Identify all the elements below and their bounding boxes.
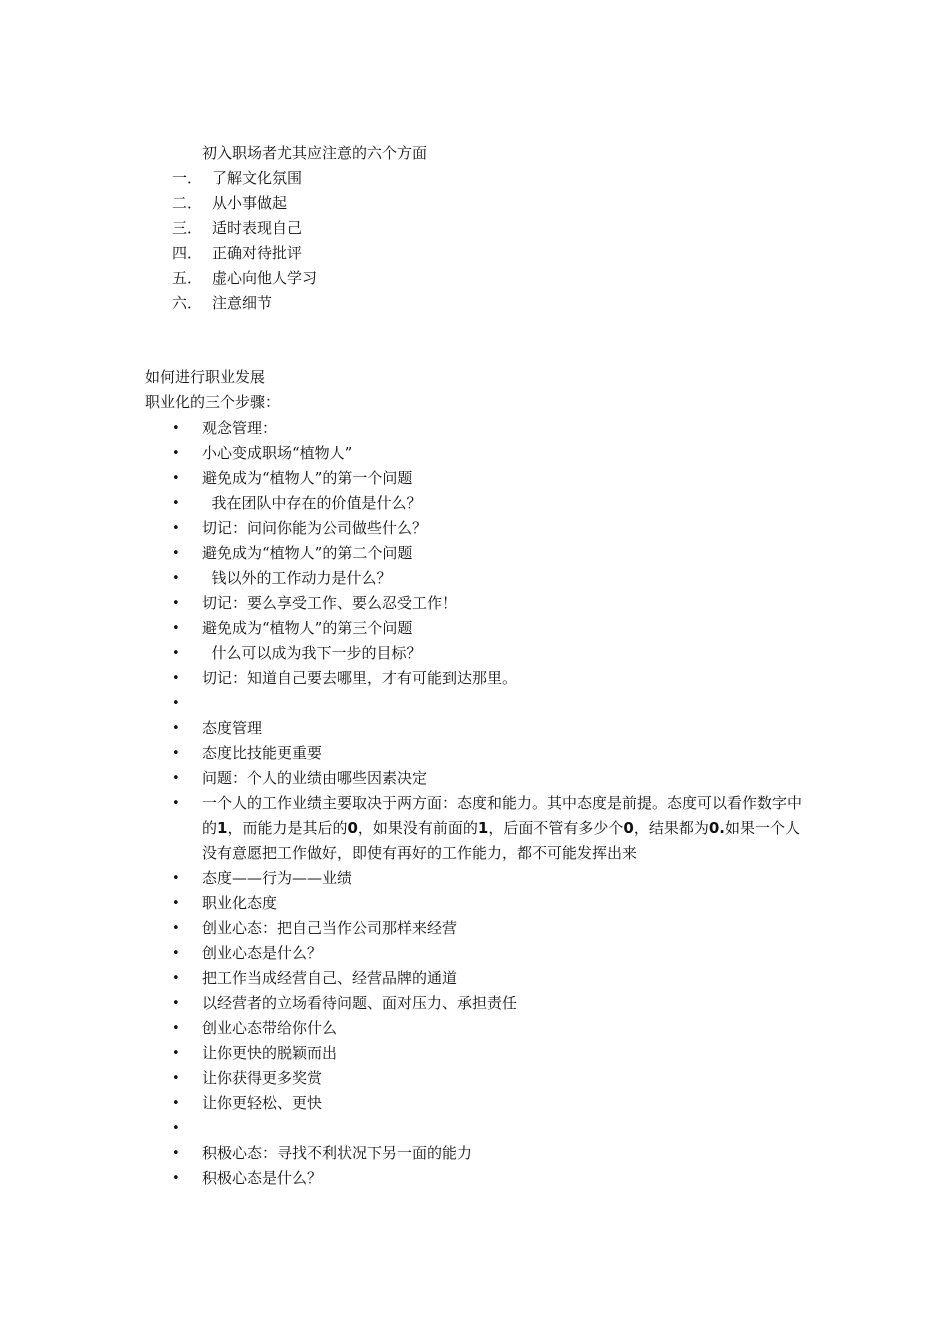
bullet-text: 切记：问问你能为公司做些什么？ xyxy=(202,519,428,537)
bullet-dot: • xyxy=(172,1121,180,1136)
bullet-item xyxy=(172,966,812,991)
bullet-dot: • xyxy=(172,796,180,811)
bullet-text xyxy=(202,691,812,716)
item-text: 正确对待批评 xyxy=(212,244,303,262)
item-number: 五． xyxy=(172,269,203,287)
bullet-text: 我在团队中存在的价值是什么？ xyxy=(202,494,422,512)
item-number: 六． xyxy=(172,294,203,312)
bullet-item xyxy=(172,916,812,941)
section-heading: 如何进行职业发展 xyxy=(145,368,266,386)
bullet-text: 态度——行为——业绩 xyxy=(202,869,353,887)
bullet-text: 避免成为“植物人”的第三个问题 xyxy=(202,619,413,637)
item-number: 三． xyxy=(172,219,203,237)
bullet-item xyxy=(172,566,812,591)
bullet-item xyxy=(172,691,812,716)
document-title: 初入职场者尤其应注意的六个方面 xyxy=(202,144,428,162)
bullet-text: 积极心态是什么？ xyxy=(202,1169,323,1187)
numbered-item xyxy=(172,167,317,192)
bullet-dot: • xyxy=(172,1146,180,1161)
bullet-text: 创业心态是什么？ xyxy=(202,944,323,962)
bullet-item xyxy=(172,891,812,916)
item-number: 一． xyxy=(172,169,203,187)
bullet-text: 让你更快的脱颖而出 xyxy=(202,1044,338,1062)
bullet-item xyxy=(172,791,812,866)
bullet-item xyxy=(172,516,812,541)
item-text: 注意细节 xyxy=(212,294,273,312)
section-subheading: 职业化的三个步骤： xyxy=(145,393,281,411)
bullet-dot: • xyxy=(172,946,180,961)
bullet-dot: • xyxy=(172,421,180,436)
bullet-text: 职业化态度 xyxy=(202,894,278,912)
numbered-item xyxy=(172,192,317,217)
bullet-dot: • xyxy=(172,471,180,486)
bullet-dot: • xyxy=(172,971,180,986)
bullet-dot: • xyxy=(172,646,180,661)
bullet-dot: • xyxy=(172,1071,180,1086)
bullet-item xyxy=(172,616,812,641)
item-text: 适时表现自己 xyxy=(212,219,303,237)
bullet-item xyxy=(172,941,812,966)
bullet-text: 问题：个人的业绩由哪些因素决定 xyxy=(202,769,428,787)
bullet-item xyxy=(172,741,812,766)
bullet-item xyxy=(172,1091,812,1116)
bullet-dot: • xyxy=(172,871,180,886)
bullet-item xyxy=(172,1041,812,1066)
bullet-item xyxy=(172,591,812,616)
bullet-text xyxy=(202,1116,812,1141)
bullet-text: 小心变成职场“植物人” xyxy=(202,444,353,462)
bullet-item xyxy=(172,1066,812,1091)
bullet-dot: • xyxy=(172,1046,180,1061)
numbered-item xyxy=(172,292,317,317)
bullet-dot: • xyxy=(172,446,180,461)
bullet-text: 创业心态带给你什么 xyxy=(202,1019,338,1037)
bullet-text: 以经营者的立场看待问题、面对压力、承担责任 xyxy=(202,994,518,1012)
bullet-dot: • xyxy=(172,671,180,686)
bullet-text: 避免成为“植物人”的第二个问题 xyxy=(202,544,413,562)
item-text: 虚心向他人学习 xyxy=(212,269,318,287)
bullet-item xyxy=(172,1116,812,1141)
item-text: 从小事做起 xyxy=(212,194,288,212)
item-number: 四． xyxy=(172,244,203,262)
numbered-item xyxy=(172,242,317,267)
bullet-text: 切记：要么享受工作、要么忍受工作！ xyxy=(202,594,458,612)
bullet-item xyxy=(172,541,812,566)
numbered-list xyxy=(172,167,317,317)
bullet-item xyxy=(172,1141,812,1166)
bullet-text: 让你获得更多奖赏 xyxy=(202,1069,323,1087)
bullet-dot: • xyxy=(172,546,180,561)
bullet-item xyxy=(172,416,812,441)
bullet-item xyxy=(172,716,812,741)
numbered-item xyxy=(172,267,317,292)
bullet-item xyxy=(172,1166,812,1191)
bullet-text: 让你更轻松、更快 xyxy=(202,1094,323,1112)
bullet-item xyxy=(172,491,812,516)
bullet-dot: • xyxy=(172,746,180,761)
bullet-text: 态度管理 xyxy=(202,719,263,737)
bullet-text: 钱以外的工作动力是什么？ xyxy=(202,569,392,587)
bullet-text: 观念管理： xyxy=(202,419,278,437)
bullet-dot: • xyxy=(172,721,180,736)
bullet-text: 一个人的工作业绩主要取决于两方面：态度和能力。其中态度是前提。态度可以看作数字中的1，而能力是其后的0，如果没有前面的1，后面不管有多少个0，结果都为0.如果一个人没有意愿把工作做好，即使有再好的工作能力，都不可能发挥出来 xyxy=(202,794,803,862)
bullet-item xyxy=(172,1016,812,1041)
bullet-dot: • xyxy=(172,621,180,636)
bullet-dot: • xyxy=(172,1171,180,1186)
bullet-dot: • xyxy=(172,771,180,786)
bullet-dot: • xyxy=(172,1021,180,1036)
bullet-dot: • xyxy=(172,696,180,711)
bullet-text: 避免成为“植物人”的第一个问题 xyxy=(202,469,413,487)
bullet-item xyxy=(172,666,812,691)
bullet-item xyxy=(172,866,812,891)
bullet-item xyxy=(172,991,812,1016)
bullet-text: 什么可以成为我下一步的目标？ xyxy=(202,644,422,662)
bullet-text: 积极心态：寻找不利状况下另一面的能力 xyxy=(202,1144,473,1162)
bullet-item xyxy=(172,441,812,466)
bullet-dot: • xyxy=(172,596,180,611)
bullet-text: 态度比技能更重要 xyxy=(202,744,323,762)
bullet-list xyxy=(172,416,812,1191)
bullet-dot: • xyxy=(172,896,180,911)
bullet-item xyxy=(172,766,812,791)
bullet-item xyxy=(172,641,812,666)
bullet-dot: • xyxy=(172,921,180,936)
numbered-item xyxy=(172,217,317,242)
item-text: 了解文化氛围 xyxy=(212,169,303,187)
bullet-dot: • xyxy=(172,1096,180,1111)
bullet-dot: • xyxy=(172,496,180,511)
bullet-text: 切记：知道自己要去哪里，才有可能到达那里。 xyxy=(202,669,518,687)
bullet-dot: • xyxy=(172,521,180,536)
item-number: 二． xyxy=(172,194,203,212)
bullet-text: 把工作当成经营自己、经营品牌的通道 xyxy=(202,969,458,987)
bullet-dot: • xyxy=(172,996,180,1011)
bullet-dot: • xyxy=(172,571,180,586)
bullet-text: 创业心态：把自己当作公司那样来经营 xyxy=(202,919,458,937)
bullet-item xyxy=(172,466,812,491)
